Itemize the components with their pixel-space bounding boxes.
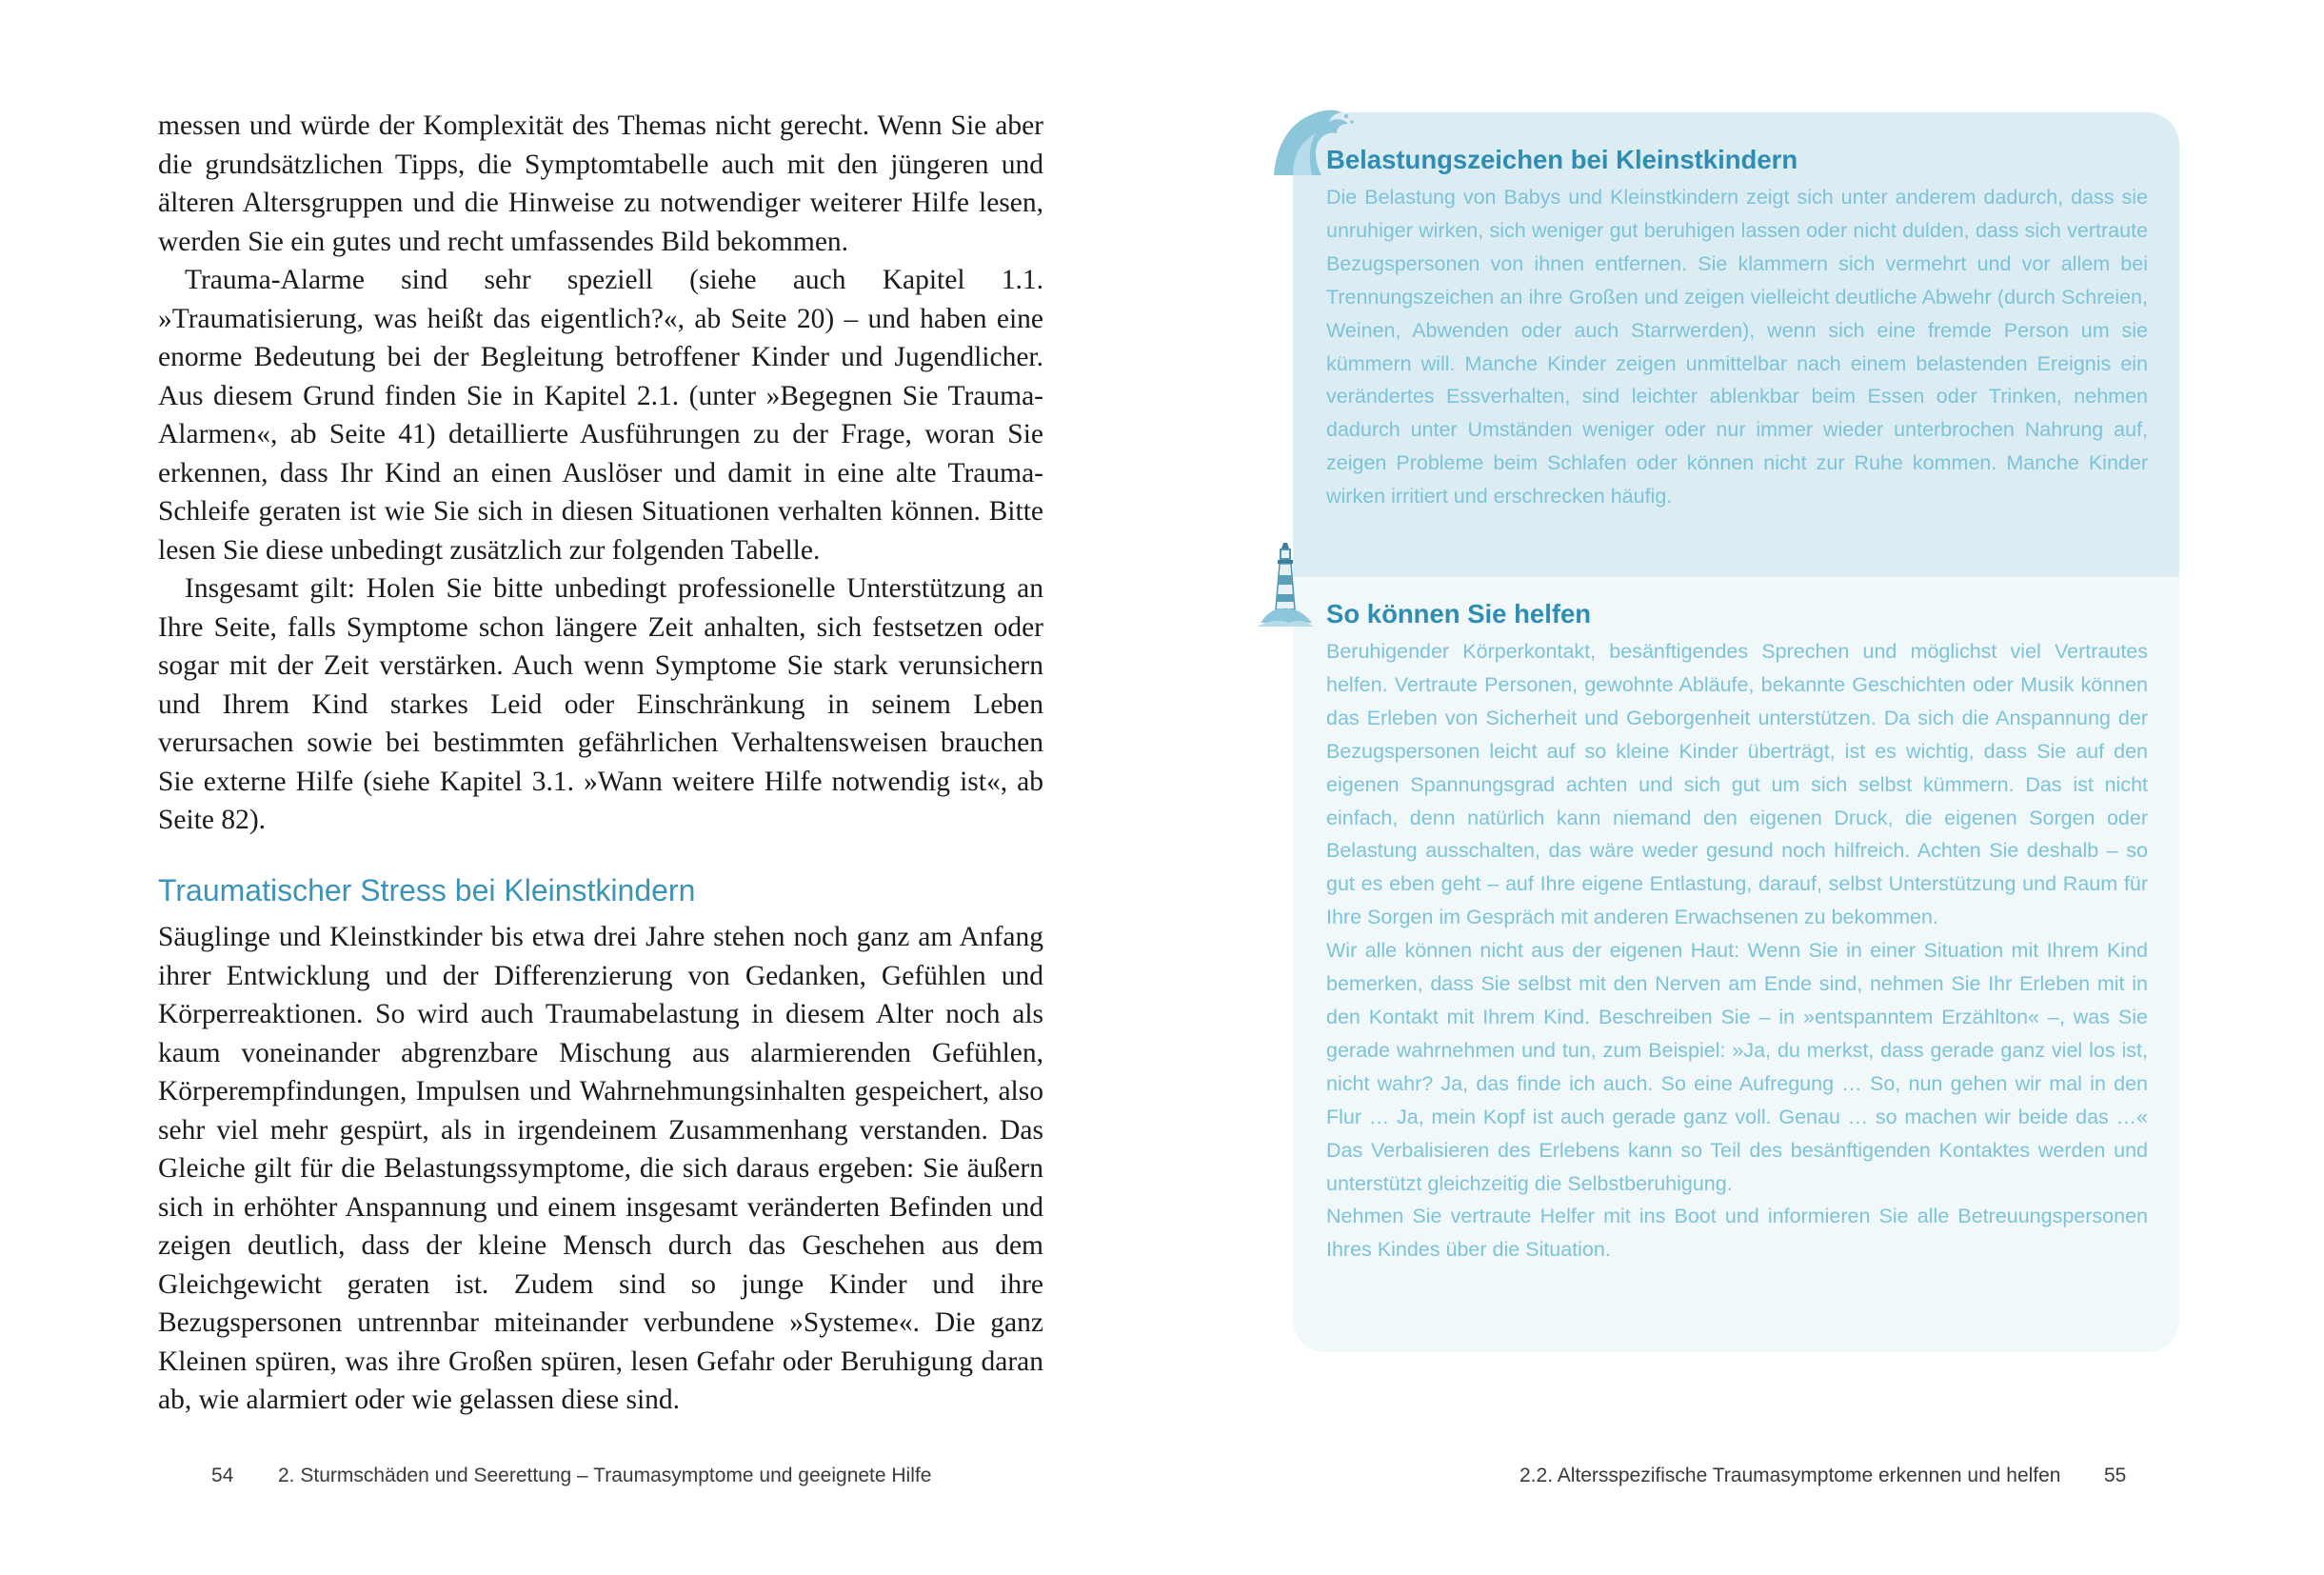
paragraph: Insgesamt gilt: Holen Sie bitte unbedingt professionelle Unterstützung an Ihre Seite, falls Symptome schon längere Zeit anhalten, sich festsetzen oder sogar mit der Zeit verstärken. Auch wenn Symptome Sie stark verunsichern und Ihrem Kind starkes Leid oder Einschränkung in seinem Leben verursachen sowie bei bestimmten gefährlichen Verhaltensweisen brauchen Sie externe Hilfe (siehe Kapitel 3.1. »Wann weitere Hilfe notwendig ist«, ab Seite 82). bbox=[158, 573, 1043, 835]
section-body bbox=[158, 918, 1043, 1420]
signs-text bbox=[1326, 181, 2148, 513]
left-page-body bbox=[158, 107, 1043, 840]
running-footer-left: 2. Sturmschäden und Seerettung – Traumasymptome und geeignete Hilfe bbox=[278, 1465, 932, 1486]
lighthouse-icon bbox=[1257, 539, 1314, 628]
paragraph: Säuglinge und Kleinstkinder bis etwa drei Jahre stehen noch ganz am Anfang ihrer Entwicklung und der Differenzierung von Gedanken, Gefühlen und Körperreaktionen. So wird auch Traumabelastung in diesem Alter noch als kaum voneinander abgrenzbare Mischung aus alarmierenden Gefühlen, Körperempfindungen, Impulsen und Wahrnehmungsinhalten gespeichert, also sehr viel mehr gespürt, als in irgendeinem Zusammenhang verstanden. Das Gleiche gilt für die Belastungssymptome, die sich daraus ergeben: Sie äußern sich in erhöhter Anspannung und einem insgesamt veränderten Befinden und zeigen deutlich, dass der kleine Mensch durch das Geschehen aus dem Gleichgewicht geraten ist. Zudem sind so junge Kinder und ihre Bezugspersonen untrennbar miteinander verbundene »Systeme«. Die ganz Kleinen spüren, was ihre Großen spüren, lesen Gefahr oder Beruhigung daran ab, wie alarmiert oder wie gelassen diese sind. bbox=[158, 922, 1043, 1415]
paragraph: Trauma-Alarme sind sehr speziell (siehe auch Kapitel 1.1. »Traumatisierung, was heißt das eigentlich?«, ab Seite 20) – und haben eine enorme Bedeutung bei der Begleitung betroffener Kinder und Jugendlicher. Aus diesem Grund finden Sie in Kapitel 2.1. (unter »Begegnen Sie Trauma-Alarmen«, ab Seite 41) detaillierte Ausführungen zu der Frage, woran Sie erkennen, dass Ihr Kind an einen Auslöser und damit in eine alte Trauma-Schleife geraten ist wie Sie sich in diesen Situationen verhalten können. Bitte lesen Sie diese unbedingt zusätzlich zur folgenden Tabelle. bbox=[158, 265, 1043, 566]
running-footer-right: 2.2. Altersspezifische Traumasymptome erkennen und helfen bbox=[1520, 1465, 2061, 1486]
section-heading: Traumatischer Stress bei Kleinstkindern bbox=[158, 873, 696, 907]
paragraph: Nehmen Sie vertraute Helfer mit ins Boot und informieren Sie alle Betreuungspersonen Ihres Kindes über die Situation. bbox=[1326, 1205, 2148, 1262]
paragraph: Die Belastung von Babys und Kleinstkindern zeigt sich unter anderem dadurch, dass sie unruhiger wirken, sich weniger gut beruhigen lassen oder nicht dulden, dass sich vertraute Bezugspersonen von ihnen entfernen. Sie klammern sich vermehrt und vor allem bei Trennungszeichen an ihre Großen und zeigen vielleicht deutliche Abwehr (durch Schreien, Weinen, Abwenden oder auch Starrwerden), wenn sich eine fremde Person um sie kümmern will. Manche Kinder zeigen unmittelbar nach einem belastenden Ereignis ein verändertes Essverhalten, sind leichter ablenkbar beim Essen oder Trinken, nehmen dadurch unter Umständen weniger oder nur immer wieder unterbrochen Nahrung auf, zeigen Probleme beim Schlafen oder können nicht zur Ruhe kommen. Manche Kinder wirken irritiert und erschrecken häufig. bbox=[1326, 186, 2148, 508]
paragraph: Wir alle können nicht aus der eigenen Haut: Wenn Sie in einer Situation mit Ihrem Kind bemerken, dass Sie selbst mit den Nerven am Ende sind, nehmen Sie Ihr Erleben mit in den Kontakt mit Ihrem Kind. Beschreiben Sie – in »entspanntem Erzählton« –, was Sie gerade wahrnehmen und tun, zum Beispiel: »Ja, du merkst, dass gerade ganz viel los ist, nicht wahr? Ja, das finde ich auch. So eine Aufregung … So, nun gehen wir mal in den Flur … Ja, mein Kopf ist auch gerade ganz voll. Genau … so machen wir beide das …« Das Verbalisieren des Erlebens kann so Teil des besänftigenden Kontaktes werden und unterstützt gleichzeitig die Selbstberuhigung. bbox=[1326, 939, 2148, 1195]
paragraph: Beruhigender Körperkontakt, besänftigendes Sprechen und möglichst viel Vertrautes helfen. Vertraute Personen, gewohnte Abläufe, bekannte Geschichten oder Musik können das Erleben von Sicherheit und Geborgenheit unterstützen. Da sich die Anspannung der Bezugspersonen leicht auf so kleine Kinder überträgt, ist es wichtig, dass Sie auf den eigenen Spannungsgrad achten und sich gut um sich selbst kümmern. Das ist nicht einfach, denn natürlich kann niemand den eigenen Druck, die eigenen Sorgen oder Belastung ausschalten, das wäre weder gesund noch hilfreich. Achten Sie deshalb – so gut es eben geht – auf Ihre eigene Entlastung, darauf, selbst Unterstützung und Raum für Ihre Sorgen im Gespräch mit anderen Erwachsenen zu bekommen. bbox=[1326, 640, 2148, 929]
page-number-left: 54 bbox=[211, 1465, 234, 1486]
help-text bbox=[1326, 635, 2148, 1266]
page-number-right: 55 bbox=[2104, 1465, 2127, 1486]
signs-heading: Belastungszeichen bei Kleinstkindern bbox=[1326, 145, 1798, 174]
paragraph: messen und würde der Komplexität des Themas nicht gerecht. Wenn Sie aber die grundsätzlichen Tipps, die Symptomtabelle auch mit den jüngeren und älteren Altersgruppen und die Hinweise zu notwendiger weiterer Hilfe lesen, werden Sie ein gutes und recht umfassendes Bild bekommen. bbox=[158, 110, 1043, 257]
help-heading: So können Sie helfen bbox=[1326, 599, 1592, 628]
